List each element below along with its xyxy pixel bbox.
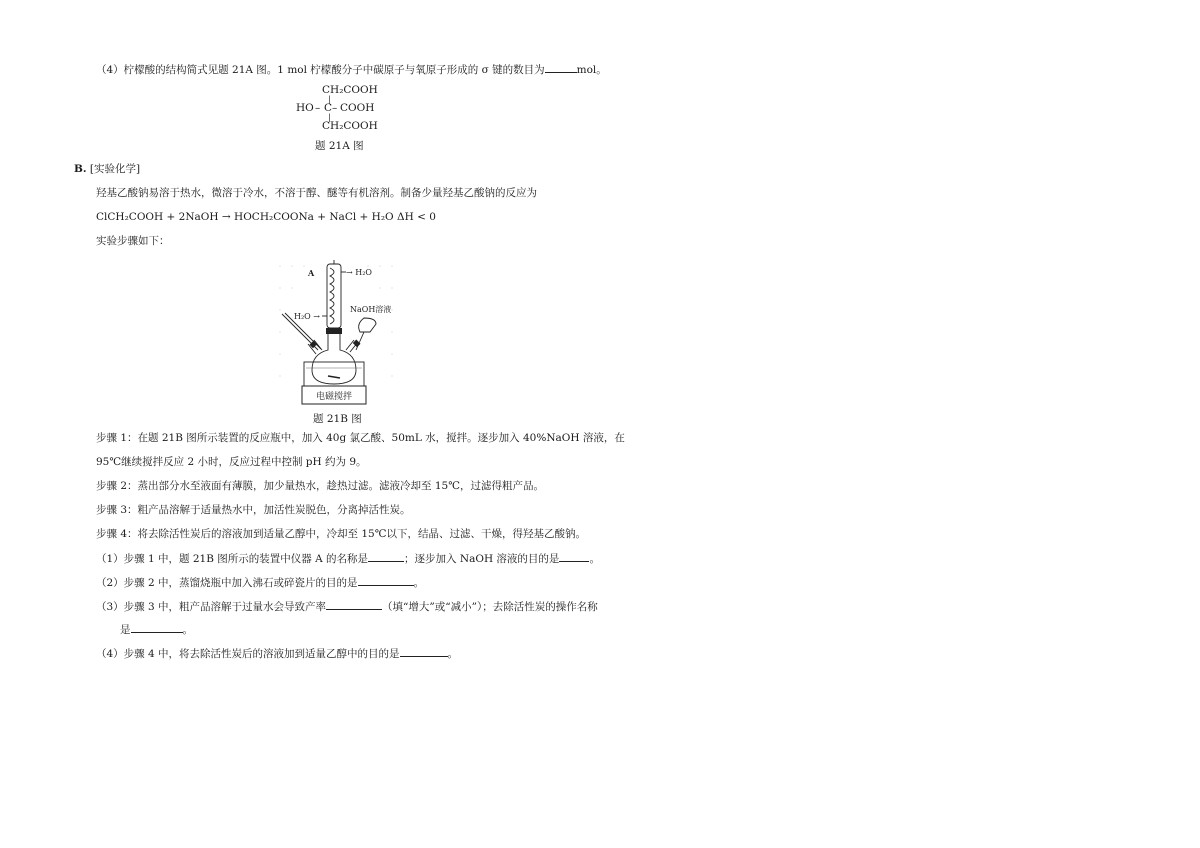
structure-bond-left: – [315,102,321,114]
question-text-suffix: mol。 [576,64,607,76]
step-1-line-2: 95℃继续搅拌反应 2 小时，反应过程中控制 pH 约为 9。 [96,456,367,468]
question-2 [96,574,424,590]
question-3-line-2 [120,621,193,637]
answer-blank [368,550,404,562]
step-4: 步骤 4：将去除活性炭后的溶液加到适量乙醇中，冷却至 15℃以下，结晶、过滤、干燥，得羟基乙酸钠。 [96,528,586,540]
section-b-label: B. [74,163,87,175]
structure-cooh: COOH [340,102,375,114]
question-3-text: （3）步骤 3 中，粗产品溶解于过量水会导致产率 [96,601,327,613]
question-1-end: 。 [589,553,600,565]
question-1 [96,550,600,566]
structure-bottom-group: CH₂COOH [322,120,378,132]
structure-bond-top: | [328,95,331,104]
answer-blank [326,598,382,610]
section-b-heading [74,162,140,176]
step-2: 步骤 2：蒸出部分水至液面有薄膜，加少量热水，趁热过滤。滤液冷却至 15℃，过滤得粗产品。 [96,480,544,492]
condenser-a [322,260,346,328]
question-1-text-2: ；逐步加入 NaOH 溶液的目的是 [404,553,560,565]
structure-bond-bottom: | [328,113,331,122]
label-a: A [308,268,315,278]
question-4 [96,645,458,661]
reaction-equation: ClCH₂COOH + 2NaOH → HOCH₂COONa + NaCl + H₂O ΔH < 0 [96,211,436,223]
apparatus-figure-21b [272,258,400,410]
structure-ho: HO [296,102,314,114]
question-4-text: （4）步骤 4 中，将去除活性炭后的溶液加到适量乙醇中的目的是 [96,648,400,660]
intro-paragraph: 羟基乙酸钠易溶于热水，微溶于冷水，不溶于醇、醚等有机溶剂。制备少量羟基乙酸钠的反应为 [96,187,537,199]
question-text: （4）柠檬酸的结构简式见题 21A 图。1 mol 柠檬酸分子中碳原子与氧原子形成的 σ 键的数目为 [96,64,545,76]
structure-top-group: CH₂COOH [322,84,378,96]
question-3-line-1 [96,598,598,614]
question-3-text-3: 是 [120,624,131,636]
question-3-end: 。 [182,624,193,636]
figure-21a-caption: 题 21A 图 [315,140,364,152]
step-1-line-1: 步骤 1：在题 21B 图所示装置的反应瓶中，加入 40g 氯乙酸、50mL 水，搅拌。逐步加入 40%NaOH 溶液，在 [96,432,625,444]
water-out-label: → H₂O [346,268,372,277]
stirrer-label: 电磁搅拌 [315,392,353,402]
structure-carbon: C [324,102,333,114]
step-3: 步骤 3：粗产品溶解于适量热水中，加活性炭脱色，分离掉活性炭。 [96,504,411,516]
water-in-label: H₂O → [294,312,320,321]
answer-blank [545,61,577,73]
section-b-title: [实验化学] [89,163,141,175]
answer-blank [358,574,414,586]
steps-title: 实验步骤如下： [96,235,170,247]
question-3-text-2: （填“增大”或“减小”）；去除活性炭的操作名称 [382,601,598,613]
question-2-text: （2）步骤 2 中，蒸馏烧瓶中加入沸石或碎瓷片的目的是 [96,577,358,589]
figure-21b-caption: 题 21B 图 [313,413,362,425]
naoh-label: NaOH溶液 [350,305,392,314]
answer-blank [131,621,183,633]
question-4-citric-acid [96,61,607,77]
structure-bond-right: – [332,102,338,114]
answer-blank [400,645,448,657]
question-4-end: 。 [447,648,459,660]
question-1-text: （1）步骤 1 中，题 21B 图所示的装置中仪器 A 的名称是 [96,553,369,565]
stopper [326,328,342,334]
answer-blank [559,550,589,562]
question-2-end: 。 [413,577,425,589]
